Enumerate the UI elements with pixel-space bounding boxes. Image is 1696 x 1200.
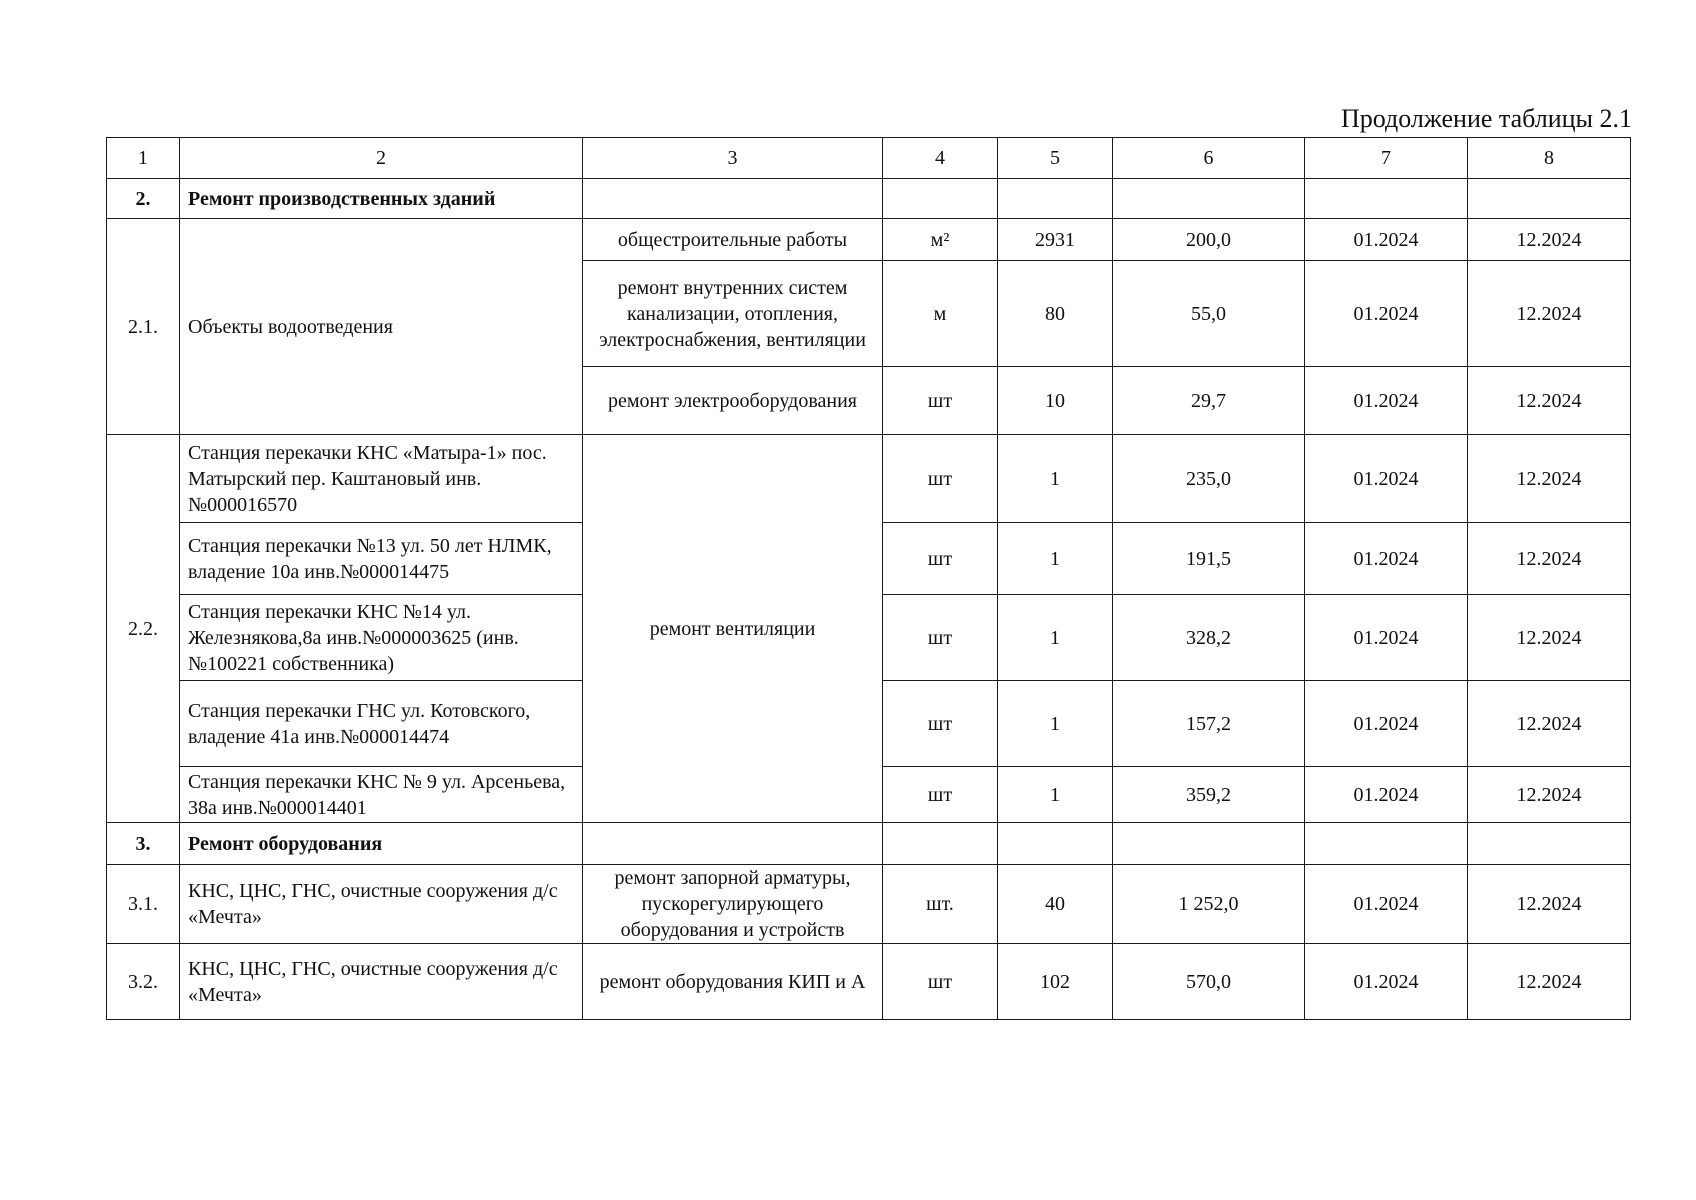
end-date: 12.2024 <box>1468 367 1631 435</box>
table-row <box>107 219 1631 261</box>
unit: шт <box>883 681 998 767</box>
work-type: ремонт запорной арматуры, пускорегулирующего оборудования и устройств <box>583 865 883 944</box>
header-cell: 6 <box>1113 138 1305 179</box>
start-date: 01.2024 <box>1305 367 1468 435</box>
start-date: 01.2024 <box>1305 944 1468 1020</box>
work-type: ремонт электрооборудования <box>583 367 883 435</box>
section-row <box>107 823 1631 865</box>
unit: м² <box>883 219 998 261</box>
end-date: 12.2024 <box>1468 681 1631 767</box>
header-cell: 5 <box>998 138 1113 179</box>
start-date: 01.2024 <box>1305 595 1468 681</box>
work-type: ремонт внутренних систем канализации, отопления, электроснабжения, вентиляции <box>583 261 883 367</box>
table-continuation-caption: Продолжение таблицы 2.1 <box>1341 104 1632 133</box>
header-cell: 1 <box>107 138 180 179</box>
header-cell: 2 <box>180 138 583 179</box>
work-type: ремонт вентиляции <box>583 435 883 823</box>
unit: шт <box>883 523 998 595</box>
start-date: 01.2024 <box>1305 261 1468 367</box>
unit: шт <box>883 767 998 823</box>
cost: 200,0 <box>1113 219 1305 261</box>
object-name: КНС, ЦНС, ГНС, очистные сооружения д/с «Мечта» <box>180 865 583 944</box>
row-number: 3. <box>107 823 180 865</box>
cost: 570,0 <box>1113 944 1305 1020</box>
object-name: Станция перекачки ГНС ул. Котовского, владение 41а инв.№000014474 <box>180 681 583 767</box>
repair-plan-table <box>106 137 1631 1020</box>
object-name: Станция перекачки КНС № 9 ул. Арсеньева, 38а инв.№000014401 <box>180 767 583 823</box>
end-date: 12.2024 <box>1468 523 1631 595</box>
section-title: Ремонт производственных зданий <box>180 179 583 219</box>
header-cell: 3 <box>583 138 883 179</box>
quantity: 40 <box>998 865 1113 944</box>
start-date: 01.2024 <box>1305 219 1468 261</box>
row-number: 2. <box>107 179 180 219</box>
end-date: 12.2024 <box>1468 865 1631 944</box>
quantity: 80 <box>998 261 1113 367</box>
quantity: 1 <box>998 435 1113 523</box>
end-date: 12.2024 <box>1468 435 1631 523</box>
cost: 55,0 <box>1113 261 1305 367</box>
object-name: Станция перекачки КНС «Матыра-1» пос. Матырский пер. Каштановый инв.№000016570 <box>180 435 583 523</box>
end-date: 12.2024 <box>1468 219 1631 261</box>
start-date: 01.2024 <box>1305 865 1468 944</box>
unit: шт. <box>883 865 998 944</box>
quantity: 102 <box>998 944 1113 1020</box>
table-row <box>107 944 1631 1020</box>
row-number: 2.1. <box>107 219 180 435</box>
unit: шт <box>883 435 998 523</box>
quantity: 2931 <box>998 219 1113 261</box>
header-row <box>107 138 1631 179</box>
cost: 157,2 <box>1113 681 1305 767</box>
object-name: КНС, ЦНС, ГНС, очистные сооружения д/с «Мечта» <box>180 944 583 1020</box>
cost: 328,2 <box>1113 595 1305 681</box>
table-row <box>107 865 1631 944</box>
start-date: 01.2024 <box>1305 523 1468 595</box>
end-date: 12.2024 <box>1468 944 1631 1020</box>
start-date: 01.2024 <box>1305 767 1468 823</box>
unit: м <box>883 261 998 367</box>
quantity: 1 <box>998 767 1113 823</box>
unit: шт <box>883 595 998 681</box>
cost: 235,0 <box>1113 435 1305 523</box>
quantity: 1 <box>998 681 1113 767</box>
row-number: 2.2. <box>107 435 180 823</box>
cost: 359,2 <box>1113 767 1305 823</box>
quantity: 1 <box>998 523 1113 595</box>
cost: 1 252,0 <box>1113 865 1305 944</box>
header-cell: 4 <box>883 138 998 179</box>
header-cell: 8 <box>1468 138 1631 179</box>
quantity: 10 <box>998 367 1113 435</box>
object-name: Объекты водоотведения <box>180 219 583 435</box>
row-number: 3.2. <box>107 944 180 1020</box>
end-date: 12.2024 <box>1468 595 1631 681</box>
unit: шт <box>883 944 998 1020</box>
end-date: 12.2024 <box>1468 767 1631 823</box>
section-title: Ремонт оборудования <box>180 823 583 865</box>
cost: 29,7 <box>1113 367 1305 435</box>
start-date: 01.2024 <box>1305 681 1468 767</box>
section-row <box>107 179 1631 219</box>
unit: шт <box>883 367 998 435</box>
cost: 191,5 <box>1113 523 1305 595</box>
row-number: 3.1. <box>107 865 180 944</box>
table-row <box>107 435 1631 523</box>
end-date: 12.2024 <box>1468 261 1631 367</box>
header-cell: 7 <box>1305 138 1468 179</box>
work-type: ремонт оборудования КИП и А <box>583 944 883 1020</box>
work-type: общестроительные работы <box>583 219 883 261</box>
object-name: Станция перекачки №13 ул. 50 лет НЛМК, владение 10а инв.№000014475 <box>180 523 583 595</box>
start-date: 01.2024 <box>1305 435 1468 523</box>
quantity: 1 <box>998 595 1113 681</box>
object-name: Станция перекачки КНС №14 ул. Железнякова,8а инв.№000003625 (инв.№100221 собственника) <box>180 595 583 681</box>
